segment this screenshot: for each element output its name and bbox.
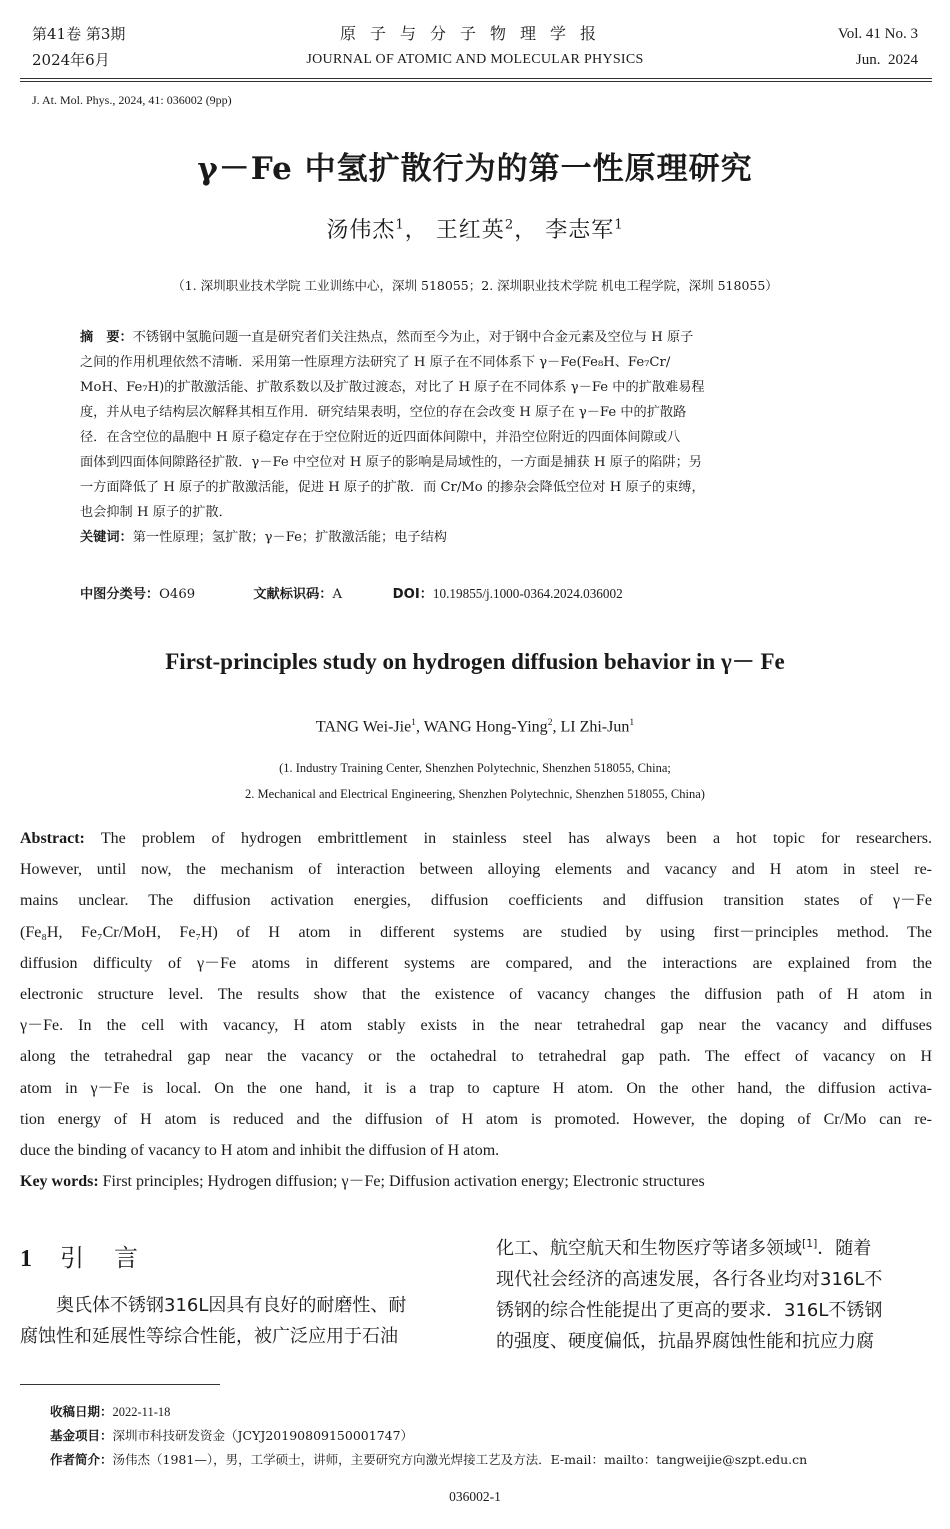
author-cn-1: 汤伟杰 [326,218,396,243]
author-cn-2: 王红英 [435,218,505,243]
author-en-2-affil: 2 [547,717,553,728]
doc-code-value: A [332,587,342,602]
header-date-en: Jun. 2024 [855,52,918,68]
header-volume-en: Vol. 41 No. 3 [837,26,918,42]
journal-title-en: JOURNAL OF ATOMIC AND MOLECULAR PHYSICS [306,52,644,67]
affiliation-en-1: (1. Industry Training Center, Shenzhen Polytechnic, Shenzhen 518055, China; [279,761,671,775]
abstract-en-line: atom in γ－Fe is local. On the one hand, it is a trap to capture H atom. On the other hand, the diffusion activa- [20,1079,932,1097]
abstract-en-line: The problem of hydrogen embrittlement in stainless steel has always been a hot topic for researchers. [84,830,932,847]
footnote-fund [50,1424,413,1448]
header-rule [20,78,932,79]
fund-label: 基金项目： [50,1428,113,1443]
author-en-1: TANG Wei-Jie [315,718,412,736]
bio-label: 作者简介： [50,1452,113,1467]
page-number: 036002-1 [449,1489,501,1504]
abstract-en-line: γ－Fe. In the cell with vacancy, H atom stably exists in the near tetrahedral gap near the vacancy and diffuses [20,1017,932,1035]
abstract-en-line: electronic structure level. The results show that the existence of vacancy changes the diffusion path of H atom in [20,986,932,1004]
abstract-en-label: Abstract: [20,830,85,847]
header-volume-cn: 第41卷 第3期 [32,25,126,43]
abstract-en-line: However, until now, the mechanism of interaction between alloying elements and vacancy and H atom in steel re- [20,861,932,879]
section-number: 1 [20,1246,32,1272]
keywords-cn-label: 关键词： [80,530,133,545]
body-text-line: 的强度、硬度偏低，抗晶界腐蚀性能和抗应力腐 [496,1331,874,1352]
footnote-bio [50,1448,807,1472]
journal-title-cn: 原子与分子物理学报 [339,24,610,43]
received-label: 收稿日期： [50,1404,113,1419]
authors-en: TANG Wei-Jie$^1$, WANG Hong-Ying$^2$, LI Zhi-Jun$^1$ [315,717,635,736]
abstract-cn-line: 度，并从电子结构层次解释其相互作用．研究结果表明，空位的存在会改变 H 原子在 γ－Fe 中的扩散路 [80,405,687,420]
author-cn-1-affil: 1 [395,217,405,233]
abstract-cn [80,325,870,550]
keywords-en: First principles; Hydrogen diffusion; γ－Fe; Diffusion activation energy; Electronic structures [98,1173,705,1191]
body-text-line: 化工、航空航天和生物医疗等诸多领域 [496,1238,802,1259]
section-title: 引言 [60,1244,168,1272]
abstract-en-line: (Fe₈H, Fe₇Cr/MoH, Fe₇H) of H atom in different systems are studied by using first－principles method. The [20,923,932,941]
header-rule-double [20,81,932,82]
doc-code-label: 文献标识码： [253,587,333,602]
received-value: 2022-11-18 [112,1405,171,1419]
abstract-cn-line: 不锈钢中氢脆问题一直是研究者们关注热点，然而至今为止，对于钢中合金元素及空位与 H 原子 [132,330,694,345]
paper-title-cn: γ－Fe 中氢扩散行为的第一性原理研究 [197,151,753,187]
affiliation-cn: （1. 深圳职业技术学院 工业训练中心，深圳 518055；2. 深圳职业技术学院 机电工程学院，深圳 518055） [172,278,778,293]
body-right-column [496,1228,936,1357]
keywords-en-label: Key words: [20,1173,99,1191]
doi-label: DOI： [392,587,433,602]
body-text-line: 现代社会经济的高速发展，各行各业均对316L不 [496,1269,883,1290]
author-en-1-affil: 1 [411,717,416,728]
affiliation-en-2: 2. Mechanical and Electrical Engineering, Shenzhen Polytechnic, Shenzhen 518055, China) [245,787,705,801]
abstract-en-line: along the tetrahedral gap near the vacancy or the octahedral to tetrahedral gap path. The effect of vacancy on H [20,1048,932,1066]
body-text-line: 锈钢的综合性能提出了更高的要求．316L不锈钢 [496,1300,883,1321]
abstract-cn-line: 之间的作用机理依然不清晰．采用第一性原理方法研究了 H 原子在不同体系下 γ－Fe(Fe₈H、Fe₇Cr/ [80,355,671,370]
abstract-cn-line: 面体到四面体间隙路径扩散．γ－Fe 中空位对 H 原子的影响是局域性的，一方面是捕获 H 原子的陷阱；另 [80,455,702,470]
abstract-cn-line: 径．在含空位的晶胞中 H 原子稳定存在于空位附近的近四面体间隙中，并沿空位附近的四面体间隙或八 [80,430,681,445]
body-text-line: ．随着 [817,1238,872,1259]
body-left-column [20,1290,460,1352]
author-en-3: LI Zhi-Jun [560,718,630,736]
author-cn-2-affil: 2 [504,217,515,233]
author-en-2: WANG Hong-Ying [423,718,548,736]
abstract-cn-line: 也会抑制 H 原子的扩散． [80,505,232,520]
body-text-line: 腐蚀性和延展性等综合性能，被广泛应用于石油 [20,1326,398,1347]
doi-value: 10.19855/j.1000-0364.2024.036002 [432,586,623,601]
bio-value: 汤伟杰（1981—），男，工学硕士，讲师，主要研究方向激光焊接工艺及方法．E-mail：mailto：tangweijie@szpt.edu.cn [112,1452,808,1467]
fund-value: 深圳市科技研发资金（JCYJ20190809150001747） [112,1428,414,1443]
classification-row [80,583,623,602]
abstract-cn-line: 一方面降低了 H 原子的扩散激活能，促进 H 原子的扩散．而 Cr/Mo 的掺杂会降低空位对 H 原子的束缚， [80,480,705,495]
body-text-line: 奥氏体不锈钢316L因具有良好的耐磨性、耐 [56,1295,407,1316]
abstract-cn-label: 摘 要： [80,330,133,345]
author-cn-3-affil: 1 [614,217,624,233]
abstract-en-line: duce the binding of vacancy to H atom and inhibit the diffusion of H atom. [20,1142,500,1160]
abstract-cn-line: MoH、Fe₇H)的扩散激活能、扩散系数以及扩散过渡态，对比了 H 原子在不同体系 γ－Fe 中的扩散难易程 [80,380,705,395]
author-cn-3: 李志军 [545,218,615,243]
abstract-en-line: mains unclear. The diffusion activation energies, diffusion coefficients and diffusion transition states of γ－Fe [20,892,932,910]
footnote-received [50,1400,170,1424]
authors-cn: 汤伟杰$^1$， 王红英$^2$， 李志军$^1$ [326,217,624,243]
abstract-en-line: diffusion difficulty of γ－Fe atoms in different systems are compared, and the interactions are explained from the [20,954,932,972]
footnote-rule [20,1384,220,1385]
abstract-en-line: tion energy of H atom is reduced and the diffusion of H atom is promoted. However, the doping of Cr/Mo can re- [20,1110,932,1128]
abstract-en [20,823,932,1197]
citation: J. At. Mol. Phys., 2024, 41: 036002 (9pp) [32,93,232,107]
paper-title-en: First-principles study on hydrogen diffusion behavior in γ－ Fe [165,649,785,674]
reference-mark: [1] [802,1237,818,1250]
keywords-cn: 第一性原理；氢扩散；γ－Fe；扩散激活能；电子结构 [132,530,447,545]
author-en-3-affil: 1 [629,717,635,728]
clc-value: O469 [159,587,196,602]
header-date-cn: 2024年6月 [32,51,110,69]
clc-label: 中图分类号： [80,587,160,602]
section-heading [20,1238,168,1273]
